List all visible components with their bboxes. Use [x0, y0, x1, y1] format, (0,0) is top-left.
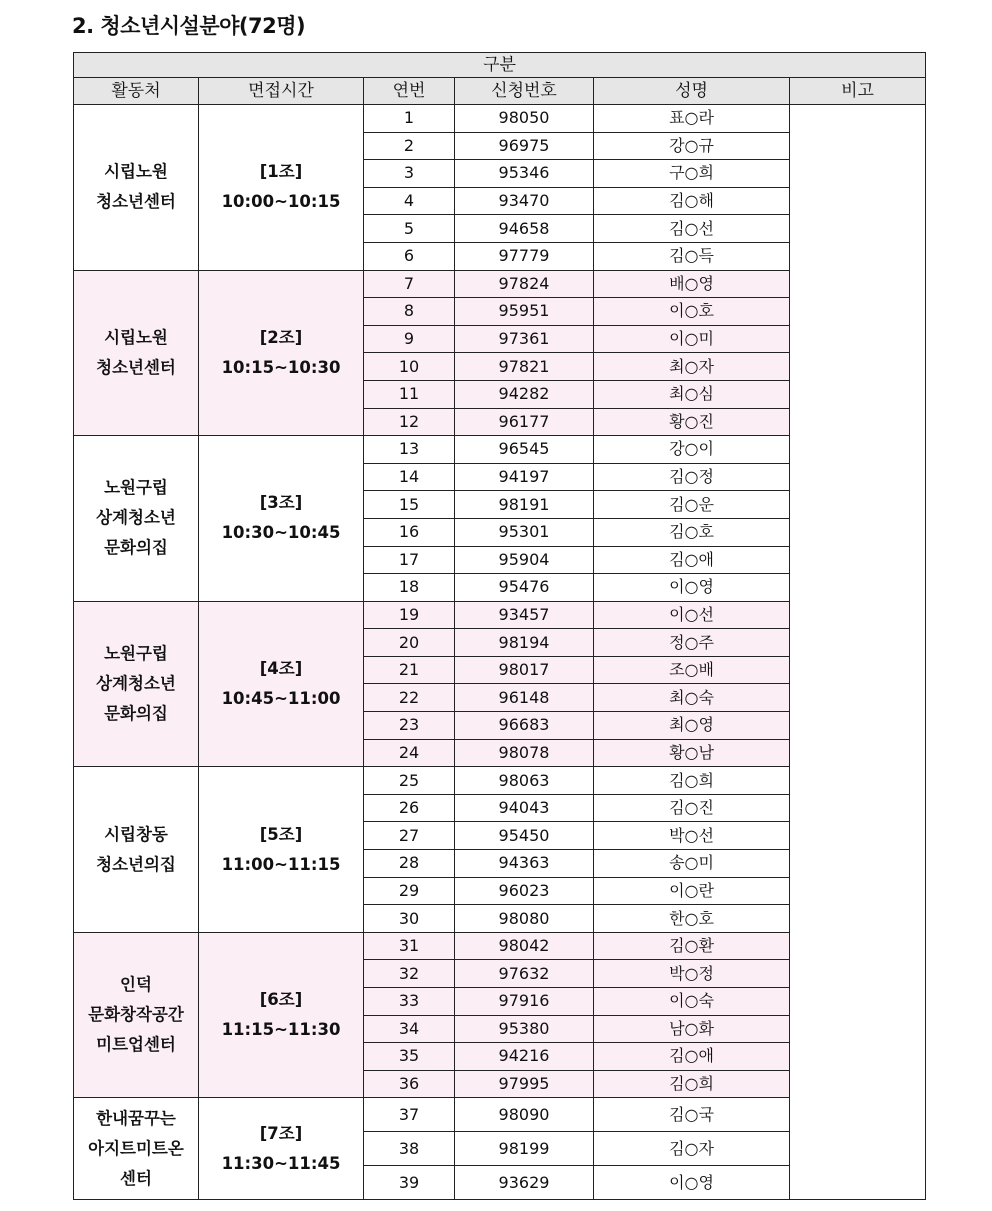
group-slot-label: [6조]: [259, 990, 303, 1010]
applicant-name-cell: 강○규: [594, 132, 790, 160]
application-no-cell: 97779: [455, 242, 594, 270]
serial-no-cell: 23: [364, 712, 455, 740]
application-no-cell: 95380: [455, 1015, 594, 1043]
header-remarks: 비고: [790, 78, 926, 105]
serial-no-cell: 11: [364, 380, 455, 408]
serial-no-cell: 31: [364, 932, 455, 960]
applicant-name-cell: 이○선: [594, 601, 790, 629]
interview-time-cell: [199, 767, 364, 933]
serial-no-cell: 21: [364, 656, 455, 684]
place-line: 한내꿈꾸는: [96, 1108, 176, 1128]
interview-time-cell: [199, 1098, 364, 1200]
application-no-cell: 97632: [455, 960, 594, 988]
application-no-cell: 96177: [455, 408, 594, 436]
application-no-cell: 96023: [455, 877, 594, 905]
applicant-name-cell: 김○애: [594, 546, 790, 574]
serial-no-cell: 37: [364, 1098, 455, 1132]
place-line: 노원구립: [104, 478, 168, 498]
place-line: 시립노원: [104, 327, 168, 347]
header-interview-time: 면접시간: [199, 78, 364, 105]
group-slot-label: [4조]: [259, 658, 303, 678]
application-no-cell: 95476: [455, 574, 594, 602]
place-line: 문화의집: [104, 538, 168, 558]
place-line: 상계청소년: [96, 508, 176, 528]
serial-no-cell: 4: [364, 187, 455, 215]
serial-no-cell: 2: [364, 132, 455, 160]
application-no-cell: 96975: [455, 132, 594, 160]
time-range-label: 10:45~11:00: [221, 688, 341, 708]
applicant-name-cell: 이○란: [594, 877, 790, 905]
time-range-label: 10:15~10:30: [221, 357, 341, 377]
serial-no-cell: 26: [364, 794, 455, 822]
place-line: 아지트미트온: [88, 1138, 184, 1158]
application-no-cell: 98080: [455, 905, 594, 933]
application-no-cell: 97361: [455, 325, 594, 353]
applicant-name-cell: 김○운: [594, 491, 790, 519]
group-slot-label: [5조]: [259, 824, 303, 844]
place-cell: [74, 601, 199, 767]
serial-no-cell: 20: [364, 629, 455, 657]
serial-no-cell: 17: [364, 546, 455, 574]
application-no-cell: 97916: [455, 988, 594, 1016]
serial-no-cell: 39: [364, 1166, 455, 1200]
header-application-no: 신청번호: [455, 78, 594, 105]
place-line: 청소년센터: [96, 357, 176, 377]
serial-no-cell: 29: [364, 877, 455, 905]
applicant-name-cell: 김○환: [594, 932, 790, 960]
application-no-cell: 97821: [455, 353, 594, 381]
serial-no-cell: 6: [364, 242, 455, 270]
applicant-name-cell: 조○배: [594, 656, 790, 684]
interview-schedule-table: [73, 52, 926, 1200]
interview-time-cell: [199, 105, 364, 271]
place-line: 상계청소년: [96, 673, 176, 693]
serial-no-cell: 14: [364, 463, 455, 491]
serial-no-cell: 30: [364, 905, 455, 933]
applicant-name-cell: 배○영: [594, 270, 790, 298]
application-no-cell: 93457: [455, 601, 594, 629]
application-no-cell: 95951: [455, 298, 594, 326]
serial-no-cell: 28: [364, 850, 455, 878]
group-slot-label: [7조]: [259, 1123, 303, 1143]
place-line: 청소년의집: [96, 854, 176, 874]
applicant-name-cell: 표○라: [594, 105, 790, 133]
serial-no-cell: 22: [364, 684, 455, 712]
serial-no-cell: 32: [364, 960, 455, 988]
serial-no-cell: 7: [364, 270, 455, 298]
place-line: 청소년센터: [96, 192, 176, 212]
applicant-name-cell: 김○국: [594, 1098, 790, 1132]
application-no-cell: 94043: [455, 794, 594, 822]
application-no-cell: 98078: [455, 739, 594, 767]
place-cell: [74, 436, 199, 602]
applicant-name-cell: 황○남: [594, 739, 790, 767]
header-serial-no: 연번: [364, 78, 455, 105]
application-no-cell: 94216: [455, 1043, 594, 1071]
serial-no-cell: 24: [364, 739, 455, 767]
applicant-name-cell: 박○정: [594, 960, 790, 988]
applicant-name-cell: 최○자: [594, 353, 790, 381]
place-line: 시립노원: [104, 162, 168, 182]
time-range-label: 10:30~10:45: [221, 523, 341, 543]
applicant-name-cell: 이○호: [594, 298, 790, 326]
serial-no-cell: 5: [364, 215, 455, 243]
time-range-label: 11:15~11:30: [221, 1020, 341, 1040]
application-no-cell: 98017: [455, 656, 594, 684]
applicant-name-cell: 이○미: [594, 325, 790, 353]
application-no-cell: 95346: [455, 160, 594, 188]
application-no-cell: 94282: [455, 380, 594, 408]
serial-no-cell: 15: [364, 491, 455, 519]
applicant-name-cell: 김○호: [594, 518, 790, 546]
serial-no-cell: 38: [364, 1132, 455, 1166]
place-cell: [74, 270, 199, 436]
interview-time-cell: [199, 436, 364, 602]
applicant-name-cell: 김○자: [594, 1132, 790, 1166]
header-row: [74, 78, 926, 105]
applicant-name-cell: 최○영: [594, 712, 790, 740]
application-no-cell: 98063: [455, 767, 594, 795]
super-header-row: [74, 53, 926, 78]
interview-time-cell: [199, 932, 364, 1098]
application-no-cell: 94197: [455, 463, 594, 491]
applicant-name-cell: 황○진: [594, 408, 790, 436]
group-slot-label: [1조]: [259, 162, 303, 182]
application-no-cell: 93629: [455, 1166, 594, 1200]
time-range-label: 11:00~11:15: [221, 854, 341, 874]
applicant-name-cell: 강○이: [594, 436, 790, 464]
applicant-name-cell: 김○애: [594, 1043, 790, 1071]
place-line: 문화창작공간: [88, 1005, 184, 1025]
header-name: 성명: [594, 78, 790, 105]
application-no-cell: 98191: [455, 491, 594, 519]
remarks-cell: [790, 105, 926, 1200]
place-cell: [74, 1098, 199, 1200]
serial-no-cell: 18: [364, 574, 455, 602]
applicant-name-cell: 송○미: [594, 850, 790, 878]
serial-no-cell: 19: [364, 601, 455, 629]
serial-no-cell: 13: [364, 436, 455, 464]
applicant-name-cell: 구○희: [594, 160, 790, 188]
application-no-cell: 98090: [455, 1098, 594, 1132]
serial-no-cell: 8: [364, 298, 455, 326]
application-no-cell: 96683: [455, 712, 594, 740]
applicant-name-cell: 박○선: [594, 822, 790, 850]
time-range-label: 11:30~11:45: [221, 1153, 341, 1173]
place-line: 인덕: [120, 975, 152, 995]
application-no-cell: 95301: [455, 518, 594, 546]
application-no-cell: 97995: [455, 1070, 594, 1098]
application-no-cell: 94363: [455, 850, 594, 878]
application-no-cell: 95450: [455, 822, 594, 850]
place-line: 시립창동: [104, 824, 168, 844]
place-line: 노원구립: [104, 643, 168, 663]
applicant-name-cell: 남○화: [594, 1015, 790, 1043]
time-range-label: 10:00~10:15: [221, 192, 341, 212]
application-no-cell: 94658: [455, 215, 594, 243]
group-slot-label: [3조]: [259, 493, 303, 513]
place-line: 센터: [120, 1168, 152, 1188]
application-no-cell: 98199: [455, 1132, 594, 1166]
serial-no-cell: 25: [364, 767, 455, 795]
page-title: 2. 청소년시설분야(72명): [72, 14, 306, 38]
serial-no-cell: 12: [364, 408, 455, 436]
serial-no-cell: 34: [364, 1015, 455, 1043]
application-no-cell: 98042: [455, 932, 594, 960]
serial-no-cell: 35: [364, 1043, 455, 1071]
serial-no-cell: 16: [364, 518, 455, 546]
serial-no-cell: 1: [364, 105, 455, 133]
applicant-name-cell: 김○득: [594, 242, 790, 270]
application-no-cell: 98050: [455, 105, 594, 133]
place-line: 문화의집: [104, 703, 168, 723]
super-header-cell: 구분: [74, 53, 926, 78]
applicant-name-cell: 이○영: [594, 1166, 790, 1200]
applicant-name-cell: 김○선: [594, 215, 790, 243]
application-no-cell: 98194: [455, 629, 594, 657]
application-no-cell: 96148: [455, 684, 594, 712]
interview-time-cell: [199, 270, 364, 436]
table-body: [74, 105, 926, 1200]
applicant-name-cell: 김○희: [594, 767, 790, 795]
group-slot-label: [2조]: [259, 327, 303, 347]
application-no-cell: 93470: [455, 187, 594, 215]
serial-no-cell: 10: [364, 353, 455, 381]
applicant-name-cell: 한○호: [594, 905, 790, 933]
applicant-name-cell: 김○해: [594, 187, 790, 215]
table-row: [74, 105, 926, 133]
application-no-cell: 96545: [455, 436, 594, 464]
place-cell: [74, 767, 199, 933]
serial-no-cell: 33: [364, 988, 455, 1016]
serial-no-cell: 36: [364, 1070, 455, 1098]
application-no-cell: 97824: [455, 270, 594, 298]
place-cell: [74, 932, 199, 1098]
serial-no-cell: 3: [364, 160, 455, 188]
serial-no-cell: 27: [364, 822, 455, 850]
serial-no-cell: 9: [364, 325, 455, 353]
applicant-name-cell: 김○희: [594, 1070, 790, 1098]
applicant-name-cell: 김○진: [594, 794, 790, 822]
place-line: 미트업센터: [96, 1035, 176, 1055]
header-place: 활동처: [74, 78, 199, 105]
place-cell: [74, 105, 199, 271]
applicant-name-cell: 정○주: [594, 629, 790, 657]
applicant-name-cell: 이○영: [594, 574, 790, 602]
applicant-name-cell: 이○숙: [594, 988, 790, 1016]
applicant-name-cell: 최○숙: [594, 684, 790, 712]
applicant-name-cell: 최○심: [594, 380, 790, 408]
interview-time-cell: [199, 601, 364, 767]
application-no-cell: 95904: [455, 546, 594, 574]
applicant-name-cell: 김○정: [594, 463, 790, 491]
